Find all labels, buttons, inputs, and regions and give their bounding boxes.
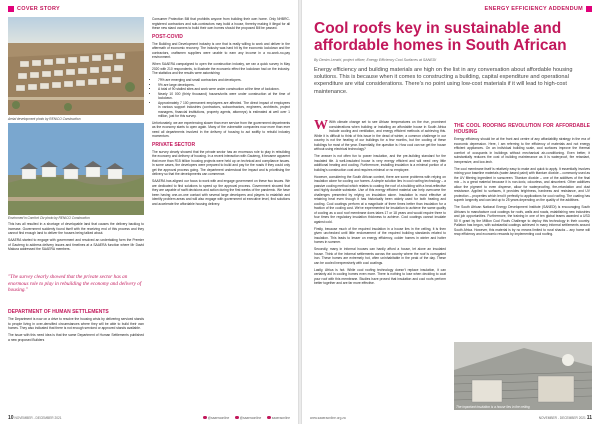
paragraph: Secondly, many in informal houses can hardly afford a house, let alone an insulated house. Think of the informal settlements across the country where the roof is corrugated iron. These homes are extremely hot, often uninhabitable in the peak of the day. These can be cooled inexpensively with cool coatings.	[314, 247, 446, 265]
pull-quote: "The survey clearly showed that the private sector has an enormous role to play in rebuilding the economy and delivery of housing."	[8, 274, 142, 293]
footer-website-link[interactable]: www.saaeraonline.org.za	[310, 415, 346, 420]
section-heading-post-covid: POST-COVID	[152, 33, 183, 40]
left-column-department	[8, 306, 144, 345]
section-tag-label: ENERGY EFFICIENCY ADDENDUM	[484, 6, 583, 12]
right-page	[302, 0, 600, 424]
facebook-link[interactable]: @saaeraonline	[203, 416, 229, 420]
article-intro: Energy efficiency and building materials are high on the list in any conversation about affordable housing solutions. This is because when it comes to constructing a building, capital expenditure and operational expenditure are vital considerations. There’s no point using low-cost materials if it will lead to high-cost maintenance.	[314, 67, 573, 95]
tag-square-icon	[8, 6, 14, 12]
linkedin-icon	[267, 416, 271, 420]
paragraph: SAAERA started to engage with government and resolved an undertaking form the Premier of Gauteng to address delivery issues and timelines at a SAAERA function where Mr David Makura addressed the SAAERA members.	[8, 238, 144, 251]
page-number: 10	[8, 414, 14, 421]
survey-bullet-list	[152, 78, 290, 119]
social-links	[203, 416, 290, 420]
left-column-lower	[8, 222, 144, 254]
paragraph: The South African National Energy Development Institute (SANEDI) is encouraging South Africans to manufacture cool coatings for roofs, walls and roads, establishing new industries and job opportunities. Furthermore, the training in one of ten global teams awarded a USD 50 K grant by the Million Cool Roofs Challenge to deploy this technology in their country. Pallaton has begun, with substantial coatings achieved in many informal settlements around South Africa. However, this material is by no means limited to rural shacks – any home will reap efficiency and economic rewards by implementing cool roofing.	[454, 205, 590, 236]
tag-square-icon	[586, 6, 592, 12]
facebook-icon	[203, 416, 207, 420]
paragraph: The answer is not often fun to power insulation, and the pre-building standard for the insulated tile. A well-insulated house is very energy efficient and will need very little additional heating and cooling. Furthermore, installing insulation is a minimal portion of a building's construction cost and requires minimal or no employee.	[314, 154, 446, 172]
lead-paragraph: W With climate change set to see African temperatures on the rise, prominent considerations when building or installing an affordable house in South Africa include cooling and ventilation, and energy efficient methods of achieving this. While it is difficult to think of this issue in the dead of winter, a common challenge in our country is not the heating of our buildings for a few months, but the cooling of these buildings for most of the year. Essentially, the question is: How cool can we get the house without using electrical technology?	[314, 118, 446, 151]
roof-photo-caption: The important insulation is a house lies in the ceiling	[456, 405, 530, 409]
drop-cap: W	[314, 118, 328, 133]
paragraph: Firstly, because much of the required insulation in a house lies in the ceiling, it is then given unchecked until little endorsement of the required building standards related to insulation. This leads to lesser on energy efficiency, colder homes in winter and hotter homes in summer.	[314, 226, 446, 244]
aerial-development-photo	[8, 17, 144, 115]
paragraph: When SAAERA campaigned to open the construction industry, we ran a quick survey in May 2020 with 210 respondents, to illustrate the economic effect the lockdown had on the industry. The statistics and the results were astonishing:	[152, 62, 290, 75]
section-heading-private-sector: PRIVATE SECTOR	[152, 141, 196, 148]
section-tag	[8, 4, 60, 14]
paragraph: Consumer Protection Bill that prohibits anyone from building their own home. Only NHBRC-registered contractors and sub-contractors may build a house, thereby making it illegal for all these new stand owners to build their own homes should the proposed Bill be passed.	[152, 17, 290, 30]
left-page-right-column	[152, 17, 290, 209]
page-number: 11	[586, 414, 592, 421]
photo1-caption: Aerial development photo by RENICO Construction	[8, 117, 81, 121]
aerial-development-photo-graphic	[8, 17, 144, 115]
photo2-caption: Enviromed in Comfort Ctv photo by RENICO Construction	[8, 216, 90, 220]
left-page	[0, 0, 298, 424]
paragraph: The survey clearly showed that the private sector has an enormous role to play in rebuilding the economy and delivery of housing. In a recent interaction with Gauteng, it became apparent that more than R15 billion housing projects were held up on technical and compliance issues. In some cases, the developers were prepared to build and pay for the roads if they could only get the approval process going. The department understood the impact and is prioritising the delivery so that the developments can commence.	[152, 149, 290, 176]
paragraph: However, considering the South African context, there are some problems with relying on insulation alone for cooling our homes. A simple solution lies in cool roofing technology – a passive cooling method which relates to coating the roof of a building with a heat-reflective and highly durable substrate. Use of this energy efficient material can help overcome the challenges presented by relying on insulation alone. Insulation is most effective at retaining heat even though it has historically been widely used for both heating and cooling. Cool coatings perform at a magnitude of three times better than insulation for a fraction of the cooling cost. We've experimented for insulation to achieve the same quality of cooling as a cool roof membrane does takes 17 or 18 years and would require three to four times the regulatory insulation thickness to achieve. Cool coatings cannot insulate against cold.	[314, 174, 446, 224]
paragraph: The Department is now on a drive to resolve the housing crisis by delivering serviced stands to people living in over-densified circumstances where they will be able to build their own homes. They also indicated that there is not enough serviced or approved stands available.	[8, 317, 144, 330]
section-heading-department: DEPARTMENT OF HUMAN SETTLEMENTS	[8, 309, 109, 315]
right-footer	[310, 414, 592, 421]
roof-photo-graphic	[454, 342, 592, 410]
enviromed-photo-graphic	[8, 123, 144, 215]
paragraph: The issue with this need idea is that the same Department of Human Settlements published a new proposed Builders	[8, 333, 144, 342]
twitter-link[interactable]: @saaeraonline	[235, 416, 261, 420]
paragraph: Unfortunately, we are experiencing slower than ever service from the government departments as the economy starts to open again. Many of the vulnerable companies now more than ever need all departments involved in the delivery of housing to act swiftly to rebuild industry momentum.	[152, 120, 290, 138]
article-byline: By Denim Lenzhi, project officer, Energy Efficiency Cool Surfaces at SANEDI	[314, 58, 437, 62]
section-tag-label: COVER STORY	[17, 6, 61, 12]
left-footer	[8, 414, 290, 421]
section-tag	[485, 4, 592, 14]
list-item: • Nearly 10 000 (thirty thousand) houses/units were under construction at the time of lockdown.	[158, 92, 290, 101]
footer-issue: NOVEMBER - DECEMBER 2021	[14, 415, 62, 420]
paragraph: Lastly, Africa is hot. While cool roofing technology doesn't replace insulation, it can certainly aid in cooling homes even more. There is nothing to lose when deciding to coat your roof with this membrane. Studies have proved that insulation and cool roofs perform better together and are far more effective.	[314, 267, 446, 285]
list-item: • 79% are emerging and small contractors and developers.	[158, 78, 290, 83]
right-page-left-column	[314, 120, 446, 288]
linkedin-link[interactable]: saaeraonline	[267, 416, 290, 420]
paragraph: Energy efficiency should be at the front and centre of any affordability strategy in the era of economic depression. Here, I am referring to the efficiency of materials and not energy efficient appliances. On an individual building scale, cool surfaces improve the thermal comfort of occupants in buildings without mechanical air-conditioning. Even better, it substantially reduces the cost of building maintenance as it is waterproof, fire retardant, inexpensive, and low-tech.	[454, 137, 590, 164]
paragraph: This has all resulted in a shortage of developable land that causes the delivery backlog to increase. Government suddenly found itself with the receiving end of this process and they cannot find enough land to deliver the houses being talked about.	[8, 222, 144, 235]
list-item: • A total of 90 stalled sites and work were under construction at the time of lockdown.	[158, 87, 290, 92]
article-headline: Cool roofs key in sustainable and affordable homes in South African	[314, 20, 567, 54]
list-item: • 9% are large developers.	[158, 83, 290, 88]
twitter-icon	[235, 416, 239, 420]
section-heading-cool-roofing: THE COOL ROOFING REVOLUTION FOR AFFORDABLE HOUSING	[454, 123, 590, 135]
paragraph: The cool membrane itself is relatively easy to make and quick to apply. It essentially involves mixing your baseline materials (water-based paint) with titanium dioxide – commonly used as the UV filtering ingredient in sunscreen. Titanium dioxide – one of the additives of the final mix – is a great material because it is non-toxic, odourless, and absorbent. Other additives allow the pigment to even disperse, allow for waterproofing, fire-retardation and dust resistance. Applied to surfaces, it provides brightness, hardness and resistance, and UV protection – properties which lend it perfectly to applications for cool roofing. The coating has superb longevity and can last up to 25 years depending on the quality of the additives.	[454, 166, 590, 202]
roof-photo	[454, 342, 592, 410]
footer-issue: NOVEMBER - DECEMBER 2021	[538, 415, 586, 420]
enviromed-photo	[8, 123, 144, 215]
paragraph: The Building and Development industry is one that is really willing to work and deliver in the aftermath of economic recovery. The industry was hard hit by the economic lockdown and the contractors, craftsmen suppliers were unable to earn any income in a no-work-no-pay environment.	[152, 41, 290, 59]
right-page-right-column	[454, 120, 590, 239]
list-item: • Approximately 7 100 permanent employees are affected. The direct impact of employees in various support industries (contractors, subcontractors, engineers, architects, project managers, financial institutions, property agents, attorneys) is estimated at well over 1 million, just for this survey.	[158, 101, 290, 119]
paragraph: SAAERA has aligned our focus to work with and engage government on these two issues. We are dedicated to find solutions to speed up the approval process. Government showed that they are capable of swift decisions and action during the first weeks of the pandemic. We have been having one-on-one contact with several large developers and players to establish and identify problem areas and will also engage with government at executive level, find solutions and accelerate the affordable housing delivery.	[152, 179, 290, 206]
